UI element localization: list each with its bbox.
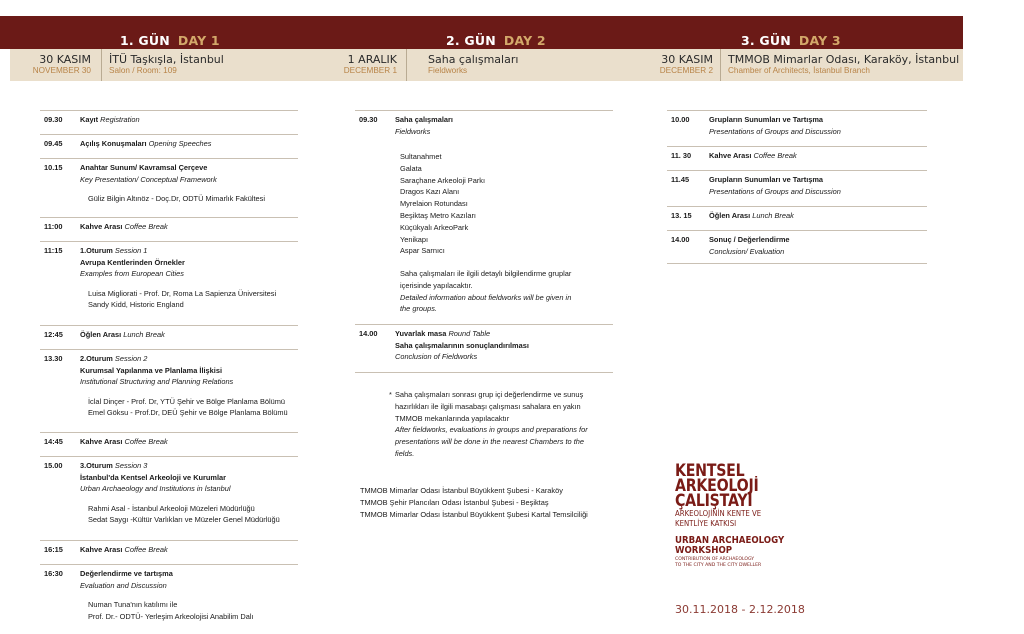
schedule-row: 12:45 Öğlen Arası Lunch Break [40, 325, 298, 349]
workshop-logo: KENTSEL ARKEOLOJİ ÇALIŞTAYI ARKEOLOJİNİN KENTE VE KENTLİYE KATKISI URBAN ARCHAEOLOGY WORKSHOP CONTRIBUTION OF ARCHAEOLOGY TO THE CITY AND THE CITY DWELLER [675, 461, 785, 568]
day1-place: İTÜ Taşkışla, İstanbul Salon / Room: 109 [109, 53, 224, 75]
fieldwork-block: 09.30 Saha çalışmaları Fieldworks Sultanahmet Galata Saraçhane Arkeoloji Parkı Dragos Kazı Alanı Myrelaion Rotundası Beşiktaş Metro Kazıları Küçükyalı ArkeoPark Yenikapı Aspar Sarnıcı Saha çalışmaları ile ilgili detaylı bilgilendirme gruplar içerisinde yapılacaktır. Detailed information about fieldworks will be given in the groups. [355, 110, 613, 324]
schedule-row: 13.30 2.Oturum Session 2 Kurumsal Yapılanma ve Planlama İlişkisi Institutional Structuring and Planning Relations İclal Dinçer - Prof. Dr, YTÜ Şehir ve Bölge Planlama Bölümü Emel Göksu - Prof.Dr, DEÜ Şehir ve Bölge Planlama Bölümü [40, 349, 298, 432]
day3-title: 3. GÜN DAY 3 [741, 33, 841, 48]
schedule-row: 11:15 1.Oturum Session 1 Avrupa Kentlerinden Örnekler Examples from European Cities Luisa Migliorati - Prof. Dr, Roma La Sapienza Üniversitesi Sandy Kidd, Historic England [40, 241, 298, 325]
day3-place: TMMOB Mimarlar Odası, Karaköy, İstanbul Chamber of Architects, İstanbul Branch [728, 53, 960, 75]
schedule-row: 16:30 Değerlendirme ve tartışma Evaluation and Discussion Numan Tuna'nın katılımı ile Prof. Dr.- ODTÜ- Yerleşim Arkeolojisi Anabilim Dalı [40, 564, 298, 634]
schedule-row: 10.15 Anahtar Sunum/ Kavramsal Çerçeve Key Presentation/ Conceptual Framework Güliz Bilgin Altınöz - Doç.Dr, ODTÜ Mimarlık Fakültesi [40, 158, 298, 217]
schedule-row: 09.30 Kayıt Registration [40, 110, 298, 134]
day1-date: 30 KASIM NOVEMBER 30 [32, 53, 91, 75]
divider [355, 372, 613, 376]
fieldwork-note: Saha çalışmaları ile ilgili detaylı bilgilendirme gruplar içerisinde yapılacaktır. Detailed information about fieldworks will be given in the groups. [400, 269, 572, 314]
day2-title: 2. GÜN DAY 2 [446, 33, 546, 48]
schedule-row: 16:15 Kahve Arası Coffee Break [40, 540, 298, 564]
schedule-row: 10.00 Grupların Sunumları ve Tartışma Presentations of Groups and Discussion [667, 110, 927, 146]
day2-date: 1 ARALIK DECEMBER 1 [343, 53, 397, 75]
day1-title: 1. GÜN DAY 1 [120, 33, 220, 48]
site-list: Sultanahmet Galata Saraçhane Arkeoloji Parkı Dragos Kazı Alanı Myrelaion Rotundası Beşiktaş Metro Kazıları Küçükyalı ArkeoPark Yenikapı Aspar Sarnıcı [400, 152, 486, 256]
schedule-row: 11:00 Kahve Arası Coffee Break [40, 217, 298, 241]
header-divider [720, 49, 721, 81]
day3-date: 30 KASIM DECEMBER 2 [659, 53, 713, 75]
venue-list: TMMOB Mimarlar Odası İstanbul Büyükkent Şubesi - Karaköy TMMOB Şehir Plancıları Odası İstanbul Şubesi - Beşiktaş TMMOB Mimarlar Odası İstanbul Büyükkent Şubesi Kartal Temsilciliği [360, 486, 588, 519]
star-note: * Saha çalışmaları sonrası grup içi değerlendirme ve sunuş hazırlıkları ile ilgili masabaşı çalışması sahalara en yakın TMMOB mekanlarında yapılacaktır After fieldworks, evaluations in groups and preparations for presentations will be done in the nearest Chambers to the fields. [389, 390, 588, 458]
event-dates: 30.11.2018 - 2.12.2018 [675, 603, 805, 616]
schedule-row: 14.00 Sonuç / Değerlendirme Conclusion/ Evaluation [667, 230, 927, 264]
round-table-row: 14.00 Yuvarlak masa Round Table Saha çalışmalarının sonuçlandırılması Conclusion of Fieldworks [355, 324, 613, 372]
schedule-row: 13. 15 Öğlen Arası Lunch Break [667, 206, 927, 230]
header-divider [101, 49, 102, 81]
schedule-row: 11.45 Grupların Sunumları ve Tartışma Presentations of Groups and Discussion [667, 170, 927, 206]
schedule-row: 09.45 Açılış Konuşmaları Opening Speeches [40, 134, 298, 158]
schedule-row: 14:45 Kahve Arası Coffee Break [40, 432, 298, 456]
schedule-row: 11. 30 Kahve Arası Coffee Break [667, 146, 927, 170]
header-divider [406, 49, 407, 81]
schedule-row: 15.00 3.Oturum Session 3 İstanbul'da Kentsel Arkeoloji ve Kurumlar Urban Archaeology and Institutions in İstanbul Rahmi Asal - İstanbul Arkeoloji Müzeleri Müdürlüğü Sedat Saygı -Kültür Varlıkları ve Müzeler Genel Müdürlüğü [40, 456, 298, 540]
day2-place: Saha çalışmaları Fieldworks [428, 53, 519, 75]
